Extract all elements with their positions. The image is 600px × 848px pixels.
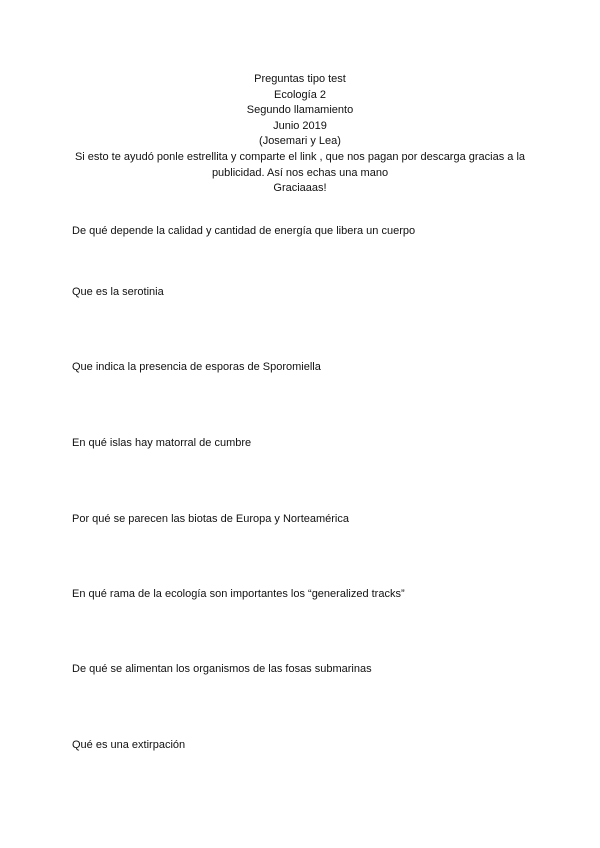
document-header — [60, 72, 540, 197]
document-title: Preguntas tipo test — [254, 73, 346, 85]
question-8: Qué es una extirpación — [72, 739, 186, 751]
question-7: De qué se alimentan los organismos de las fosas submarinas — [72, 663, 372, 675]
subject-line: Ecología 2 — [274, 88, 326, 101]
question-5: Por qué se parecen las biotas de Europa y Norteamérica — [72, 513, 349, 525]
exam-date-line: Junio 2019 — [273, 119, 327, 132]
support-note: Si esto te ayudó ponle estrellita y comparte el link , que nos pagan por descarga gracias a la publicidad. Así nos echas una mano — [74, 150, 526, 179]
question-1: De qué depende la calidad y cantidad de energía que libera un cuerpo — [72, 225, 416, 237]
question-4: En qué islas hay matorral de cumbre — [72, 437, 252, 449]
question-3: Que indica la presencia de esporas de Sporomiella — [72, 361, 321, 373]
question-2: Que es la serotinia — [72, 286, 164, 298]
exam-call-line: Segundo llamamiento — [246, 104, 354, 117]
thanks-line: Graciaaas! — [273, 182, 327, 195]
question-6: En qué rama de la ecología son importantes los “generalized tracks” — [72, 588, 405, 600]
authors-line: (Josemari y Lea) — [259, 135, 341, 148]
